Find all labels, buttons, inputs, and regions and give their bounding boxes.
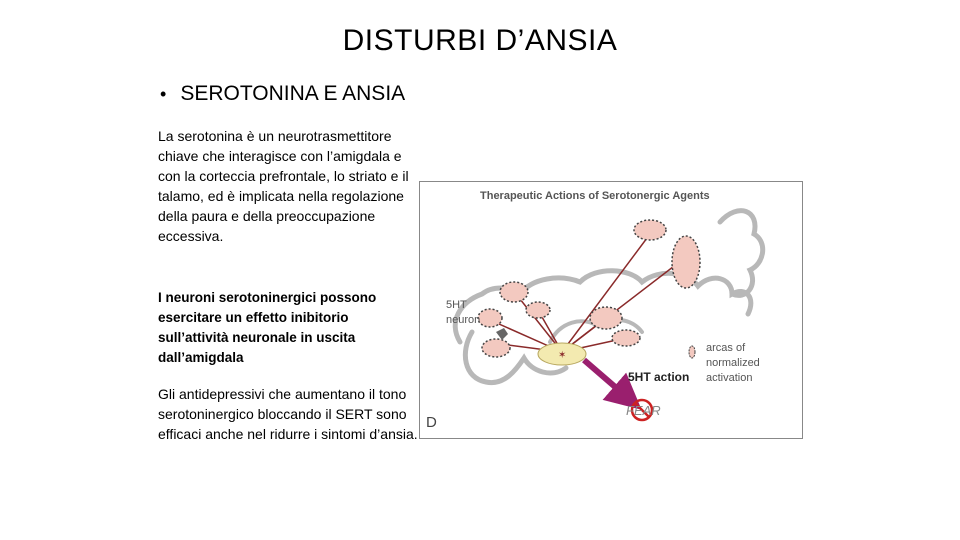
paragraph-serotonin-role: La serotonina è un neurotrasmettitore chiave che interagisce con l’amigdala e con la corteccia prefrontale, lo striato e il talamo, ed è implicata nella regolazione della paura e della preoccupazione eccessiva. bbox=[158, 128, 409, 244]
5ht-action-arrow bbox=[584, 360, 628, 398]
brainstem-region bbox=[482, 339, 510, 357]
hypothalamus-region bbox=[612, 330, 640, 346]
svg-text:✶: ✶ bbox=[558, 350, 567, 361]
serotonergic-agents-figure bbox=[419, 181, 803, 439]
legend-line-3: activation bbox=[706, 372, 753, 384]
neuron-label-neuron: neuron bbox=[446, 314, 481, 326]
neuron-label-5ht: 5HT bbox=[446, 299, 467, 311]
bullet-heading-text: SEROTONINA E ANSIA bbox=[180, 82, 406, 105]
figure-title: Therapeutic Actions of Serotonergic Agents bbox=[480, 190, 710, 202]
prefrontal-region bbox=[672, 236, 700, 288]
fear-label: FEAR bbox=[626, 403, 661, 418]
paragraph-inhibitory-effect: I neuroni serotoninergici possono esercitare un effetto inibitorio sull’attività neuronale in uscita dall’amigdala bbox=[158, 290, 377, 365]
midbrain-region bbox=[526, 302, 550, 318]
bullet-dot-icon: • bbox=[160, 83, 167, 104]
thalamus-region bbox=[590, 307, 622, 329]
brain-diagram bbox=[420, 182, 802, 438]
hippocampus-region bbox=[478, 309, 502, 327]
cortex-region bbox=[634, 220, 666, 240]
serotonin-neuron bbox=[496, 328, 508, 340]
5ht-action-label: 5HT action bbox=[628, 370, 690, 384]
legend-line-2: normalized bbox=[706, 357, 760, 369]
legend-line-1: arcas of bbox=[706, 342, 746, 354]
slide-title: DISTURBI D’ANSIA bbox=[342, 24, 618, 57]
paragraph-antidepressants: Gli antidepressivi che aumentano il tono serotoninergico bloccando il SERT sono efficaci anche nel ridurre i sintomi d’ansia. bbox=[158, 386, 418, 442]
panel-letter: D bbox=[426, 414, 437, 431]
striatum-region bbox=[500, 282, 528, 302]
bullet-heading bbox=[160, 82, 405, 106]
legend-region-icon bbox=[689, 346, 695, 358]
